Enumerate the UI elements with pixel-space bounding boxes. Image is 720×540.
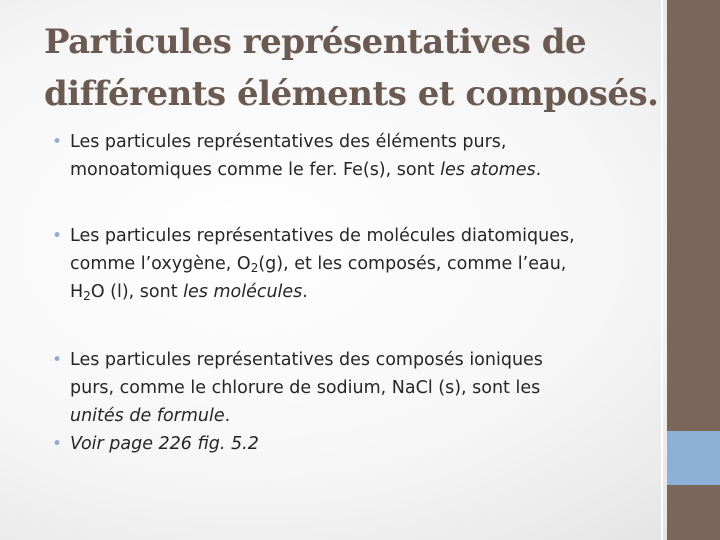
bullet-text: O (l), sont [90,282,184,302]
bullet-item-atoms [52,128,652,184]
bullet-dot: • [52,434,63,454]
bullet-text: H [70,282,84,302]
subscript: 2 [250,261,259,275]
emphasis-text: unités de formule [70,406,225,426]
bullet-text: (g), et les composés, comme l’eau, [258,254,567,274]
bullet-item-reference [52,430,652,458]
sidebar-accent-block [667,431,720,485]
sidebar-divider [661,0,663,540]
bullet-dot: • [52,226,63,246]
bullet-dot: • [52,132,63,152]
bullet-text: Les particules représentatives des éléments purs, [70,132,507,152]
bullet-text: . [224,406,231,426]
bullet-text: purs, comme le chlorure de sodium, NaCl (s), sont les [70,378,541,398]
title-line-1: Particules représentatives de [44,22,587,62]
bullet-text: . [535,160,542,180]
sidebar-bar-top [667,0,720,431]
emphasis-text: les atomes [440,160,536,180]
bullet-text: Les particules représentatives des composés ioniques [70,350,543,370]
bullet-list [52,128,652,458]
bullet-text: comme l’oxygène, O [70,254,251,274]
slide-title [44,16,659,120]
bullet-dot: • [52,350,63,370]
subscript: 2 [83,289,91,303]
bullet-text: Les particules représentatives de molécules diatomiques, [70,226,575,246]
bullet-item-molecules [52,222,652,306]
emphasis-text: les molécules [183,282,303,302]
sidebar-bar-bottom [667,485,720,540]
title-line-2: différents éléments et composés. [44,74,659,114]
bullet-text: monoatomiques comme le fer. Fe(s), sont [70,160,441,180]
bullet-text: . [302,282,308,302]
reference-text: Voir page 226 fig. 5.2 [70,434,259,454]
bullet-item-formula-units [52,346,652,430]
